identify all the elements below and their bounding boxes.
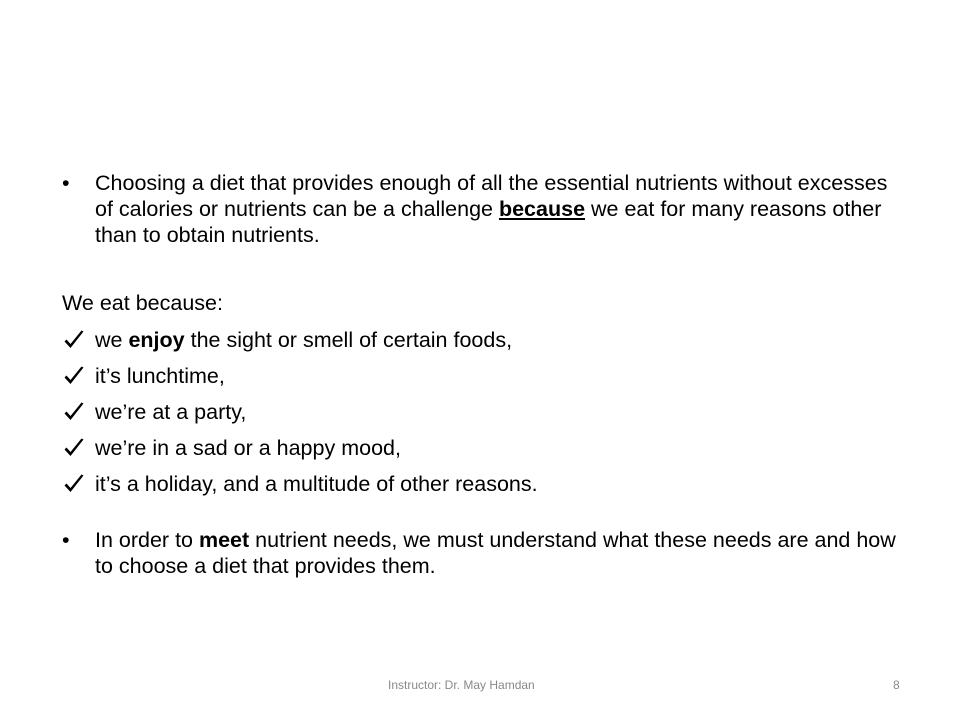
checklist-item (62, 435, 902, 461)
checkmark-icon (62, 328, 86, 352)
reason-post: the sight or smell of certain foods, (184, 328, 513, 352)
reason-pre: we (95, 328, 129, 352)
checklist-item (62, 399, 902, 425)
bullet2-emphasis: meet (198, 528, 250, 552)
reason-text: it’s lunchtime, (95, 364, 225, 388)
bullet-diet-challenge (62, 170, 902, 248)
checklist-item (62, 363, 902, 389)
checkmark-icon (62, 472, 86, 496)
bullet2-text-after: nutrient needs, we must understand what these needs are and how to choose a diet that provides them. (95, 528, 896, 578)
slide-content (62, 170, 902, 579)
reasons-checklist (62, 327, 902, 497)
bullet2-text-before: In order to (95, 528, 199, 552)
lead-we-eat-because: We eat because: (62, 291, 223, 315)
checklist-item (62, 471, 902, 497)
bullet-meet-needs (62, 527, 902, 579)
bullet1-emphasis: because (498, 197, 586, 221)
bullet1-text-before: Choosing a diet that provides enough of all the essential nutrients without excesses of calories or nutrients can be a challenge (95, 171, 888, 221)
bullet-dot: • (62, 528, 70, 552)
footer-instructor: Instructor: Dr. May Hamdan (388, 678, 535, 692)
checkmark-icon (62, 400, 86, 424)
checklist-item (62, 327, 902, 353)
bullet-dot: • (62, 171, 70, 195)
footer-page-number: 8 (893, 678, 900, 692)
checkmark-icon (62, 364, 86, 388)
checkmark-icon (62, 436, 86, 460)
reason-text: we’re at a party, (95, 400, 247, 424)
reason-bold: enjoy (128, 328, 185, 352)
reason-text: it’s a holiday, and a multitude of other reasons. (95, 472, 538, 496)
reason-text: we’re in a sad or a happy mood, (95, 436, 401, 460)
bullet1-text-after: we eat for many reasons other than to obtain nutrients. (95, 197, 882, 247)
